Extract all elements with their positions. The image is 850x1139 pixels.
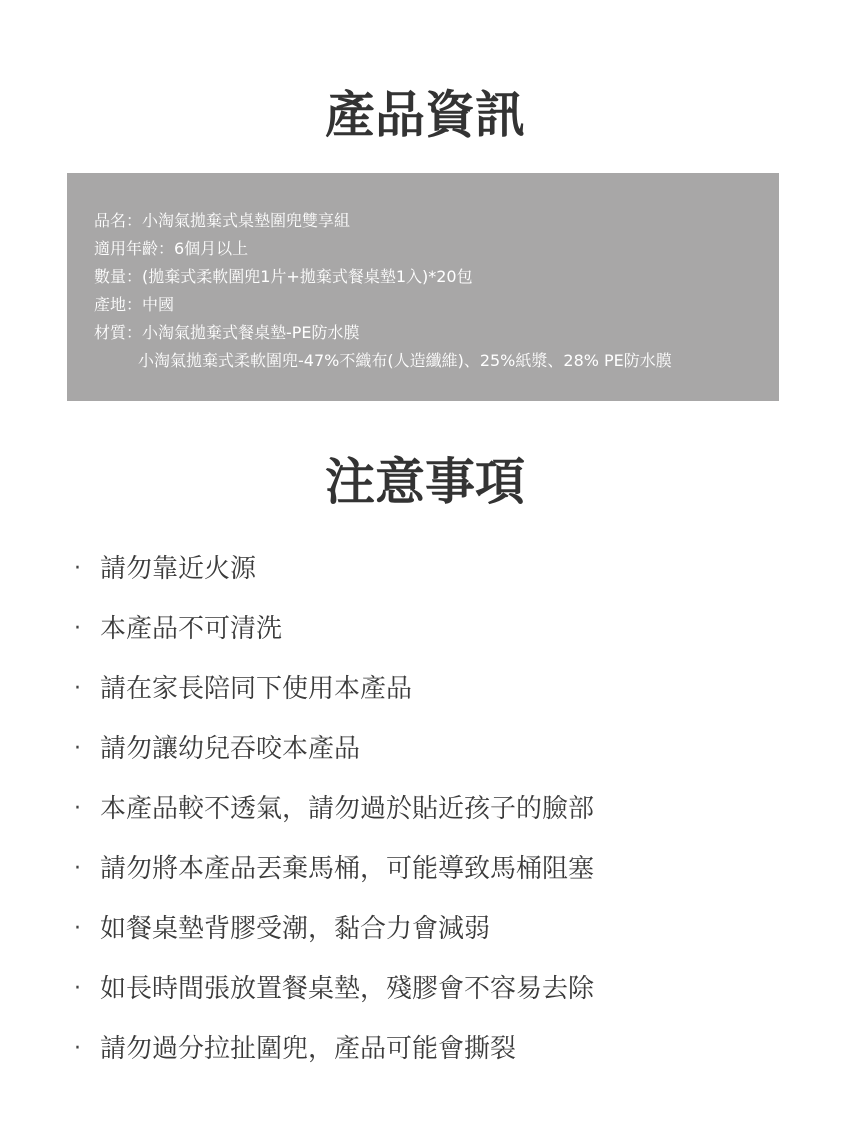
notice-text: 請勿靠近火源 xyxy=(100,554,257,584)
notice-text: 如餐桌墊背膠受潮，黏合力會減弱 xyxy=(100,914,491,944)
notice-text: 請勿過分拉扯圍兜，產品可能會撕裂 xyxy=(100,1034,517,1064)
bullet-dot: · xyxy=(74,976,81,1001)
product-info-title: 產品資訊 xyxy=(325,86,525,144)
list-item xyxy=(0,781,850,841)
list-item xyxy=(0,541,850,601)
bullet-dot: · xyxy=(74,616,81,641)
notice-title: 注意事項 xyxy=(325,453,525,511)
notice-text: 請勿將本產品丟棄馬桶，可能導致馬桶阻塞 xyxy=(100,854,595,884)
bullet-dot: · xyxy=(74,1036,81,1061)
list-item xyxy=(0,841,850,901)
bullet-dot: · xyxy=(74,736,81,761)
bullet-dot: · xyxy=(74,856,81,881)
notice-text: 本產品不可清洗 xyxy=(100,614,283,644)
quantity-line: 數量：(拋棄式柔軟圍兜1片+拋棄式餐桌墊1入)*20包 xyxy=(94,267,473,286)
material-line-continued: 小淘氣拋棄式柔軟圍兜-47%不織布(人造纖維)、25%紙漿、28% PE防水膜 xyxy=(138,351,672,370)
notice-text: 請在家長陪同下使用本產品 xyxy=(100,674,413,704)
material-line: 材質：小淘氣拋棄式餐桌墊-PE防水膜 xyxy=(94,323,360,342)
bullet-dot: · xyxy=(74,916,81,941)
product-name-line: 品名：小淘氣拋棄式桌墊圍兜雙享組 xyxy=(94,211,351,230)
list-item xyxy=(0,901,850,961)
origin-line: 產地：中國 xyxy=(94,295,175,314)
list-item xyxy=(0,1021,850,1081)
list-item xyxy=(0,601,850,661)
product-info-box xyxy=(67,173,779,401)
bullet-dot: · xyxy=(74,556,81,581)
list-item xyxy=(0,721,850,781)
notice-text: 請勿讓幼兒吞咬本產品 xyxy=(100,734,361,764)
list-item xyxy=(0,961,850,1021)
notice-list xyxy=(0,541,850,1081)
list-item xyxy=(0,661,850,721)
notice-text: 如長時間張放置餐桌墊，殘膠會不容易去除 xyxy=(100,974,595,1004)
age-range-line: 適用年齡：6個月以上 xyxy=(94,239,249,258)
bullet-dot: · xyxy=(74,676,81,701)
notice-text: 本產品較不透氣，請勿過於貼近孩子的臉部 xyxy=(100,794,595,824)
bullet-dot: · xyxy=(74,796,81,821)
